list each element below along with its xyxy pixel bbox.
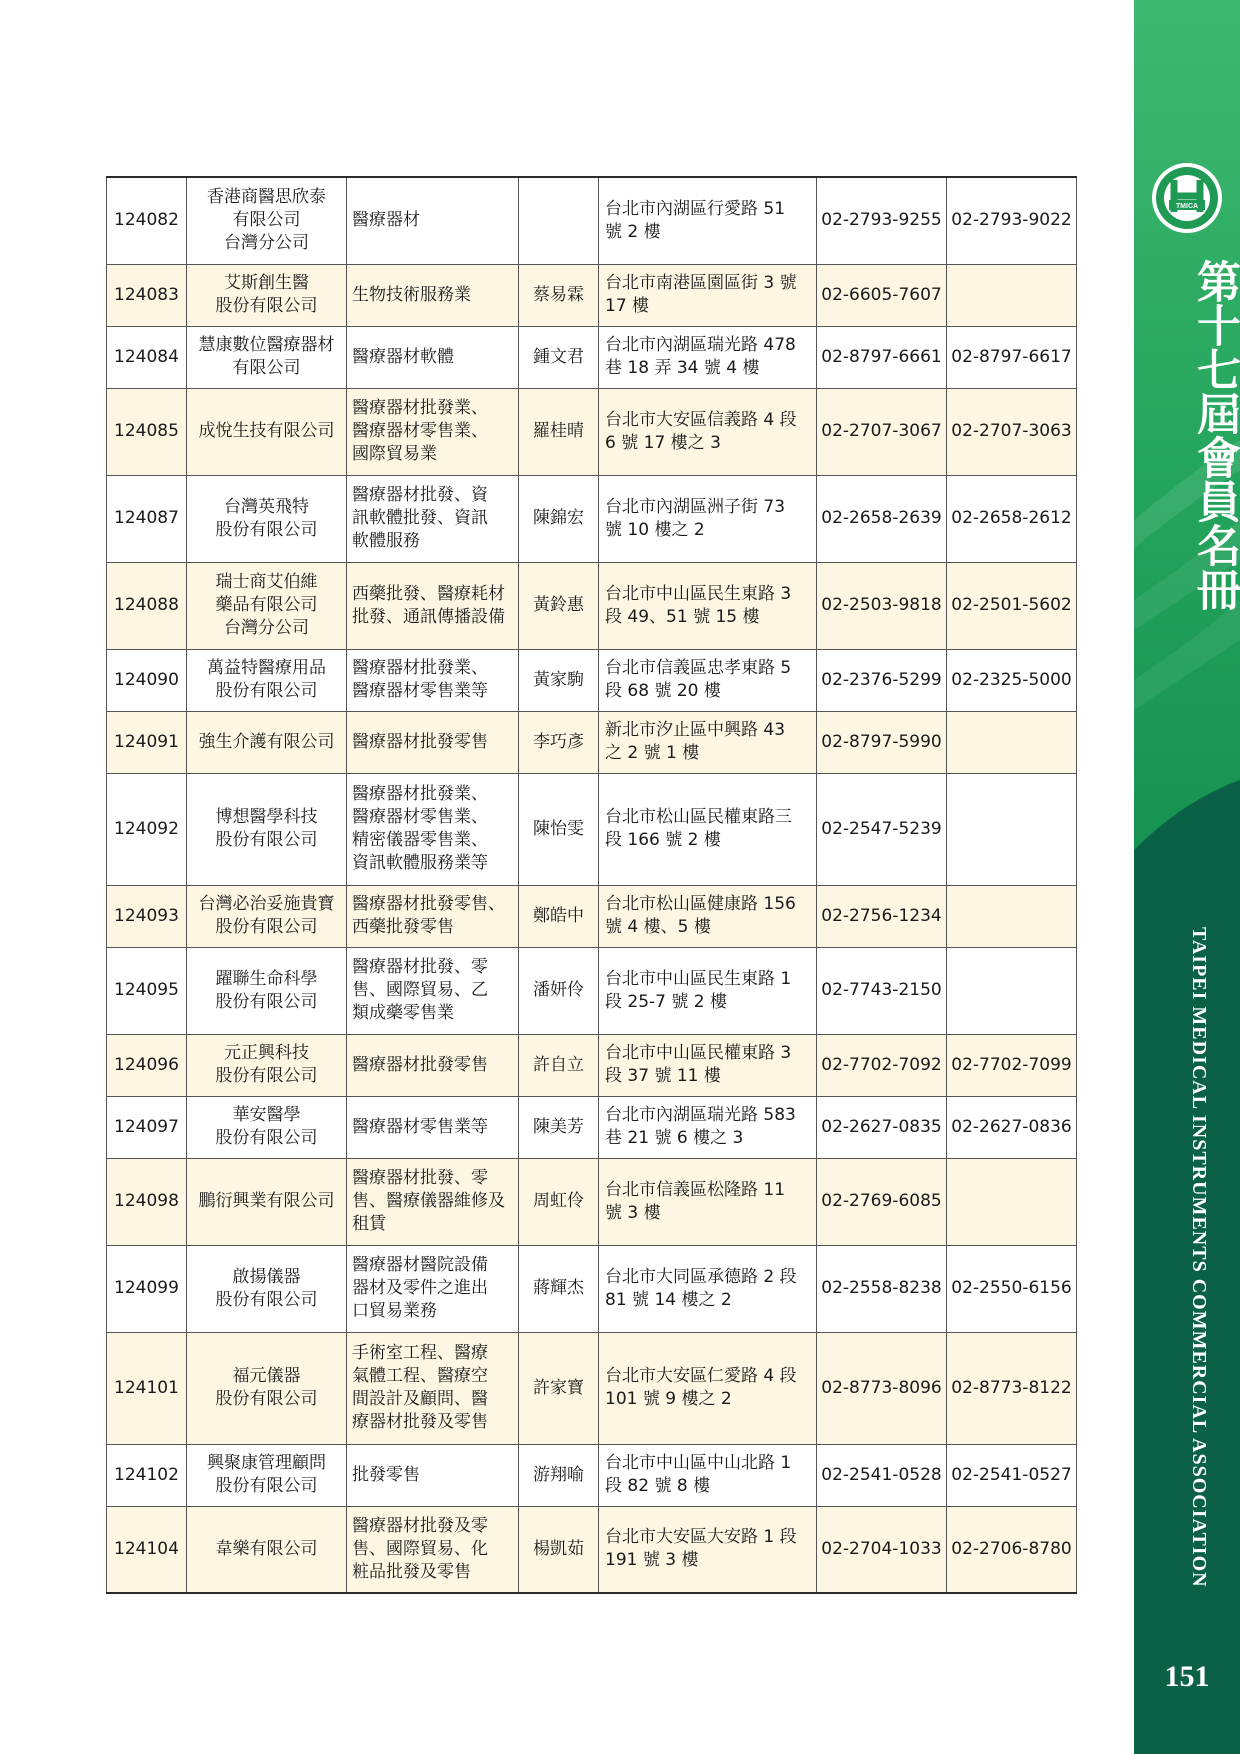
phone-cell: 02-2756-1234 — [817, 885, 947, 947]
table-row — [107, 388, 1077, 475]
address-line: 之 2 號 1 樓 — [605, 743, 700, 763]
business-scope-cell — [347, 649, 519, 711]
phone-cell: 02-8797-5990 — [817, 711, 947, 773]
member-id-cell: 124098 — [107, 1158, 187, 1245]
fax-cell — [947, 885, 1077, 947]
side-banner — [1134, 0, 1240, 1754]
page-number: 151 — [1164, 1660, 1210, 1693]
member-id-cell: 124095 — [107, 947, 187, 1034]
phone-cell: 02-6605-7607 — [817, 264, 947, 326]
business-scope-line: 口貿易業務 — [352, 1301, 437, 1321]
business-scope-line: 療器材批發及零售 — [352, 1412, 488, 1432]
representative-cell: 楊凱茹 — [519, 1506, 599, 1593]
company-name-line: 台灣分公司 — [224, 618, 309, 638]
company-name-line: 股份有限公司 — [215, 1128, 318, 1148]
business-scope-line: 醫療器材零售業、 — [352, 807, 488, 827]
business-scope-line: 醫療器材批發零售 — [352, 1054, 488, 1075]
address-line: 號 3 樓 — [605, 1202, 661, 1223]
business-scope-cell — [347, 1332, 519, 1444]
company-name-line: 強生介護有限公司 — [198, 731, 335, 752]
business-scope-line: 類成藥零售業 — [352, 1003, 454, 1023]
company-name-line: 啟揚儀器 — [232, 1266, 301, 1287]
company-name-cell — [187, 773, 347, 885]
business-scope-line: 醫療器材批發業、 — [352, 398, 488, 418]
business-scope-line: 醫療器材批發、零 — [352, 1168, 488, 1188]
table-row — [107, 326, 1077, 388]
fax-cell: 02-2550-6156 — [947, 1245, 1077, 1332]
business-scope-line: 醫療器材批發零售、 — [352, 894, 505, 914]
address-line: 台北市內湖區瑞光路 583 — [605, 1105, 796, 1125]
representative-cell: 黃家駒 — [519, 649, 599, 711]
business-scope-cell — [347, 1444, 519, 1506]
table-body — [107, 177, 1077, 1593]
member-id-cell: 124093 — [107, 885, 187, 947]
company-name-cell — [187, 1332, 347, 1444]
phone-cell: 02-2627-0835 — [817, 1096, 947, 1158]
company-name-line: 股份有限公司 — [215, 917, 318, 937]
business-scope-cell — [347, 1245, 519, 1332]
address-line: 新北市汐止區中興路 43 — [605, 720, 786, 740]
address-cell — [599, 1506, 817, 1593]
company-name-cell — [187, 388, 347, 475]
address-line: 台北市中山區民生東路 3 — [605, 583, 792, 604]
address-line: 台北市大安區仁愛路 4 段 — [605, 1366, 797, 1386]
company-name-line: 股份有限公司 — [215, 1066, 318, 1086]
representative-cell: 許自立 — [519, 1034, 599, 1096]
company-name-line: 福元儀器 — [232, 1366, 301, 1386]
business-scope-line: 醫療器材批發零售 — [352, 731, 488, 752]
fax-cell: 02-7702-7099 — [947, 1034, 1077, 1096]
fax-cell — [947, 773, 1077, 885]
phone-cell: 02-7702-7092 — [817, 1034, 947, 1096]
address-line: 台北市南港區園區街 3 號 — [605, 273, 797, 293]
company-name-line: 台灣分公司 — [224, 233, 309, 254]
phone-cell: 02-2547-5239 — [817, 773, 947, 885]
company-name-line: 慧康數位醫療器材 — [198, 335, 335, 355]
address-line: 台北市大安區大安路 1 段 — [605, 1527, 797, 1548]
business-scope-line: 租賃 — [352, 1214, 386, 1234]
business-scope-cell — [347, 1158, 519, 1245]
fax-cell: 02-2706-8780 — [947, 1506, 1077, 1593]
address-line: 6 號 17 樓之 3 — [605, 432, 721, 453]
business-scope-line: 售、國際貿易、乙 — [352, 980, 488, 1000]
address-line: 台北市信義區忠孝東路 5 — [605, 658, 792, 678]
company-name-line: 股份有限公司 — [215, 991, 318, 1012]
business-scope-line: 精密儀器零售業、 — [352, 830, 488, 850]
company-name-line: 股份有限公司 — [215, 519, 318, 540]
member-id-cell: 124104 — [107, 1506, 187, 1593]
company-name-cell — [187, 1506, 347, 1593]
company-name-line: 博想醫學科技 — [215, 807, 318, 827]
company-name-cell — [187, 1444, 347, 1506]
company-name-line: 香港商醫思欣泰 — [207, 187, 326, 208]
fax-cell: 02-2325-5000 — [947, 649, 1077, 711]
company-name-cell — [187, 1245, 347, 1332]
phone-cell: 02-8773-8096 — [817, 1332, 947, 1444]
fax-cell: 02-2627-0836 — [947, 1096, 1077, 1158]
table-row — [107, 947, 1077, 1034]
address-cell — [599, 773, 817, 885]
company-name-line: 成悅生技有限公司 — [198, 421, 335, 441]
business-scope-line: 醫療器材批發業、 — [352, 658, 488, 678]
member-id-cell: 124096 — [107, 1034, 187, 1096]
address-cell — [599, 885, 817, 947]
address-line: 號 4 樓、5 樓 — [605, 917, 711, 937]
table-row — [107, 773, 1077, 885]
address-line: 台北市信義區松隆路 11 — [605, 1179, 786, 1200]
fax-cell — [947, 711, 1077, 773]
business-scope-cell — [347, 711, 519, 773]
company-name-line: 興聚康管理顧問 — [207, 1453, 326, 1473]
business-scope-cell — [347, 475, 519, 562]
address-line: 台北市松山區民權東路三 — [605, 807, 792, 827]
company-name-line: 股份有限公司 — [215, 830, 318, 850]
member-id-cell: 124088 — [107, 562, 187, 649]
address-line: 號 10 樓之 2 — [605, 519, 705, 540]
address-line: 台北市大同區承德路 2 段 — [605, 1266, 797, 1287]
member-id-cell: 124101 — [107, 1332, 187, 1444]
member-id-cell: 124102 — [107, 1444, 187, 1506]
address-line: 台北市中山區中山北路 1 — [605, 1453, 792, 1473]
member-id-cell: 124090 — [107, 649, 187, 711]
address-line: 段 166 號 2 樓 — [605, 830, 721, 850]
address-line: 巷 21 號 6 樓之 3 — [605, 1128, 744, 1148]
fax-cell: 02-2707-3063 — [947, 388, 1077, 475]
business-scope-line: 西藥批發、醫療耗材 — [352, 583, 505, 604]
table-row — [107, 885, 1077, 947]
company-name-line: 元正興科技 — [224, 1043, 309, 1063]
address-line: 段 37 號 11 樓 — [605, 1066, 721, 1086]
company-name-cell — [187, 1158, 347, 1245]
address-cell — [599, 1096, 817, 1158]
table-row — [107, 177, 1077, 264]
phone-cell: 02-2793-9255 — [817, 177, 947, 264]
business-scope-line: 售、醫療儀器維修及 — [352, 1191, 505, 1211]
fax-cell: 02-2541-0527 — [947, 1444, 1077, 1506]
fax-cell: 02-8797-6617 — [947, 326, 1077, 388]
representative-cell: 潘妍伶 — [519, 947, 599, 1034]
member-id-cell: 124084 — [107, 326, 187, 388]
company-name-line: 股份有限公司 — [215, 1476, 318, 1496]
table-row — [107, 1034, 1077, 1096]
address-line: 17 樓 — [605, 296, 650, 316]
company-name-cell — [187, 562, 347, 649]
address-line: 81 號 14 樓之 2 — [605, 1289, 732, 1310]
business-scope-line: 訊軟體批發、資訊 — [352, 508, 488, 528]
address-cell — [599, 475, 817, 562]
business-scope-line: 手術室工程、醫療 — [352, 1343, 488, 1363]
phone-cell: 02-2769-6085 — [817, 1158, 947, 1245]
company-name-line: 韋樂有限公司 — [215, 1538, 318, 1559]
address-line: 段 49、51 號 15 樓 — [605, 606, 760, 627]
address-line: 段 25-7 號 2 樓 — [605, 991, 728, 1012]
address-line: 號 2 樓 — [605, 221, 661, 242]
business-scope-line: 醫療器材醫院設備 — [352, 1255, 488, 1275]
association-logo-icon — [1149, 160, 1225, 236]
representative-cell: 鍾文君 — [519, 326, 599, 388]
representative-cell: 羅桂晴 — [519, 388, 599, 475]
company-name-line: 台灣英飛特 — [224, 496, 309, 517]
member-id-cell: 124083 — [107, 264, 187, 326]
company-name-line: 鵬衍興業有限公司 — [198, 1191, 335, 1211]
address-cell — [599, 177, 817, 264]
table-row — [107, 1332, 1077, 1444]
member-id-cell: 124085 — [107, 388, 187, 475]
address-line: 台北市中山區民生東路 1 — [605, 968, 792, 989]
representative-cell: 蔣輝杰 — [519, 1245, 599, 1332]
business-scope-cell — [347, 264, 519, 326]
company-name-cell — [187, 264, 347, 326]
company-name-cell — [187, 711, 347, 773]
company-name-line: 有限公司 — [232, 210, 301, 231]
business-scope-cell — [347, 1096, 519, 1158]
representative-cell: 鄭皓中 — [519, 885, 599, 947]
company-name-line: 股份有限公司 — [215, 1389, 318, 1409]
business-scope-line: 資訊軟體服務業等 — [352, 853, 488, 873]
phone-cell: 02-2558-8238 — [817, 1245, 947, 1332]
business-scope-line: 醫療器材批發及零 — [352, 1515, 488, 1536]
business-scope-line: 醫療器材零售業等 — [352, 681, 488, 701]
business-scope-cell — [347, 326, 519, 388]
representative-cell: 陳怡雯 — [519, 773, 599, 885]
business-scope-line: 醫療器材軟體 — [352, 346, 454, 367]
business-scope-line: 批發、通訊傳播設備 — [352, 606, 505, 627]
address-line: 台北市松山區健康路 156 — [605, 894, 796, 914]
phone-cell: 02-2541-0528 — [817, 1444, 947, 1506]
company-name-line: 躍聯生命科學 — [215, 968, 318, 989]
table-row — [107, 475, 1077, 562]
table-row — [107, 1158, 1077, 1245]
company-name-cell — [187, 649, 347, 711]
business-scope-line: 醫療器材批發、零 — [352, 957, 488, 977]
representative-cell: 周虹伶 — [519, 1158, 599, 1245]
company-name-line: 有限公司 — [232, 358, 301, 378]
table-row — [107, 1506, 1077, 1593]
business-scope-line: 醫療器材 — [352, 210, 420, 231]
member-id-cell: 124087 — [107, 475, 187, 562]
address-cell — [599, 1158, 817, 1245]
member-id-cell: 124082 — [107, 177, 187, 264]
address-cell — [599, 947, 817, 1034]
address-line: 191 號 3 樓 — [605, 1550, 699, 1571]
association-english-name: TAIPEI MEDICAL INSTRUMENTS COMMERCIAL ASSOCIATION — [1188, 926, 1210, 1588]
company-name-cell — [187, 947, 347, 1034]
representative-cell: 許家寶 — [519, 1332, 599, 1444]
address-cell — [599, 1444, 817, 1506]
representative-cell: 蔡易霖 — [519, 264, 599, 326]
company-name-line: 股份有限公司 — [215, 1289, 318, 1310]
fax-cell: 02-2793-9022 — [947, 177, 1077, 264]
company-name-line: 華安醫學 — [232, 1105, 301, 1125]
business-scope-cell — [347, 885, 519, 947]
phone-cell: 02-7743-2150 — [817, 947, 947, 1034]
representative-cell: 游翔喻 — [519, 1444, 599, 1506]
business-scope-cell — [347, 562, 519, 649]
address-line: 101 號 9 樓之 2 — [605, 1389, 732, 1409]
business-scope-line: 西藥批發零售 — [352, 917, 454, 937]
company-name-line: 股份有限公司 — [215, 681, 318, 701]
business-scope-line: 醫療器材零售業、 — [352, 421, 488, 441]
fax-cell — [947, 947, 1077, 1034]
company-name-line: 藥品有限公司 — [215, 595, 318, 615]
fax-cell: 02-2658-2612 — [947, 475, 1077, 562]
representative-cell: 黃鈴惠 — [519, 562, 599, 649]
representative-cell — [519, 177, 599, 264]
address-cell — [599, 1245, 817, 1332]
address-cell — [599, 562, 817, 649]
business-scope-line: 醫療器材批發、資 — [352, 485, 488, 505]
address-line: 巷 18 弄 34 號 4 樓 — [605, 358, 760, 378]
company-name-line: 瑞士商艾伯維 — [215, 572, 318, 592]
phone-cell: 02-2704-1033 — [817, 1506, 947, 1593]
company-name-line: 萬益特醫療用品 — [207, 658, 326, 678]
address-cell — [599, 1034, 817, 1096]
member-id-cell: 124091 — [107, 711, 187, 773]
table-row — [107, 1245, 1077, 1332]
business-scope-line: 間設計及顧問、醫 — [352, 1389, 488, 1409]
table-row — [107, 649, 1077, 711]
company-name-cell — [187, 1096, 347, 1158]
business-scope-cell — [347, 1506, 519, 1593]
business-scope-line: 粧品批發及零售 — [352, 1561, 471, 1582]
business-scope-line: 軟體服務 — [352, 531, 420, 551]
address-line: 台北市大安區信義路 4 段 — [605, 409, 797, 430]
member-id-cell: 124099 — [107, 1245, 187, 1332]
address-line: 段 82 號 8 樓 — [605, 1476, 711, 1496]
address-cell — [599, 649, 817, 711]
address-line: 段 68 號 20 樓 — [605, 681, 721, 701]
representative-cell: 陳錦宏 — [519, 475, 599, 562]
address-cell — [599, 326, 817, 388]
table-row — [107, 711, 1077, 773]
address-line: 台北市中山區民權東路 3 — [605, 1043, 792, 1063]
address-cell — [599, 388, 817, 475]
company-name-cell — [187, 326, 347, 388]
business-scope-cell — [347, 177, 519, 264]
member-directory-table — [106, 176, 1077, 1594]
business-scope-cell — [347, 773, 519, 885]
company-name-line: 台灣必治妥施貴寶 — [198, 894, 335, 914]
address-line: 台北市內湖區行愛路 51 — [605, 198, 786, 219]
company-name-cell — [187, 1034, 347, 1096]
company-name-cell — [187, 885, 347, 947]
address-cell — [599, 1332, 817, 1444]
business-scope-line: 醫療器材零售業等 — [352, 1116, 488, 1137]
table-row — [107, 264, 1077, 326]
company-name-cell — [187, 475, 347, 562]
fax-cell — [947, 1158, 1077, 1245]
fax-cell: 02-2501-5602 — [947, 562, 1077, 649]
fax-cell: 02-8773-8122 — [947, 1332, 1077, 1444]
svg-text:TMICA: TMICA — [1175, 203, 1199, 210]
member-id-cell: 124092 — [107, 773, 187, 885]
business-scope-line: 國際貿易業 — [352, 444, 437, 464]
company-name-line: 股份有限公司 — [215, 296, 318, 316]
address-cell — [599, 264, 817, 326]
phone-cell: 02-2376-5299 — [817, 649, 947, 711]
business-scope-line: 器材及零件之進出 — [352, 1278, 488, 1298]
business-scope-cell — [347, 947, 519, 1034]
business-scope-line: 氣體工程、醫療空 — [352, 1366, 488, 1386]
company-name-line: 艾斯創生醫 — [224, 273, 309, 293]
company-name-cell — [187, 177, 347, 264]
table-row — [107, 1444, 1077, 1506]
member-id-cell: 124097 — [107, 1096, 187, 1158]
business-scope-line: 醫療器材批發業、 — [352, 784, 488, 804]
table-row — [107, 562, 1077, 649]
business-scope-cell — [347, 1034, 519, 1096]
phone-cell: 02-8797-6661 — [817, 326, 947, 388]
business-scope-line: 批發零售 — [352, 1464, 420, 1485]
directory-title: 第十七屆會員名冊 — [1189, 259, 1240, 611]
representative-cell: 陳美芳 — [519, 1096, 599, 1158]
table-row — [107, 1096, 1077, 1158]
representative-cell: 李巧彥 — [519, 711, 599, 773]
phone-cell: 02-2503-9818 — [817, 562, 947, 649]
phone-cell: 02-2707-3067 — [817, 388, 947, 475]
phone-cell: 02-2658-2639 — [817, 475, 947, 562]
business-scope-line: 售、國際貿易、化 — [352, 1538, 488, 1559]
fax-cell — [947, 264, 1077, 326]
address-line: 台北市內湖區瑞光路 478 — [605, 335, 796, 355]
business-scope-line: 生物技術服務業 — [352, 284, 471, 305]
address-line: 台北市內湖區洲子街 73 — [605, 496, 786, 517]
address-cell — [599, 711, 817, 773]
business-scope-cell — [347, 388, 519, 475]
